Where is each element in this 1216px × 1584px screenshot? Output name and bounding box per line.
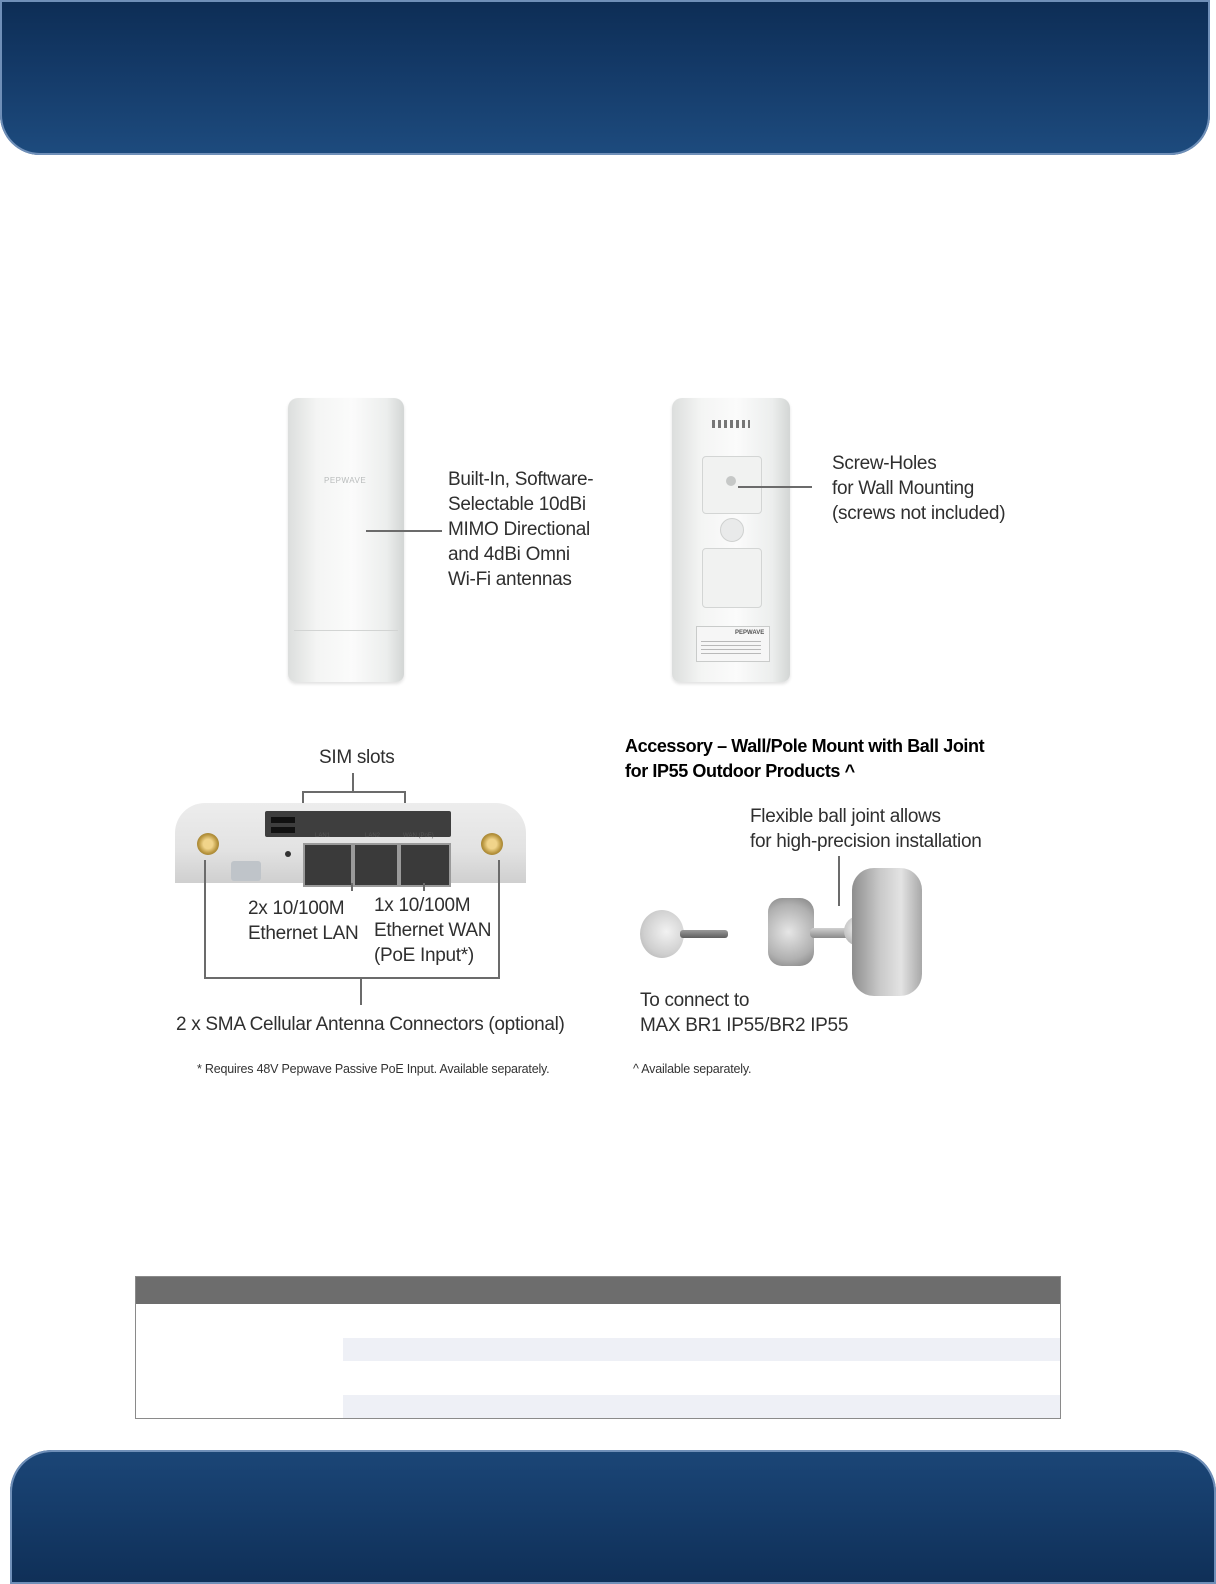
device-logo: PEPWAVE	[324, 476, 367, 485]
port-label-lan2: LAN2	[365, 833, 381, 839]
sma-connector-label: 2 x SMA Cellular Antenna Connectors (optional)	[176, 1014, 565, 1035]
spec-table-header	[136, 1277, 1060, 1304]
sim-leader-stem	[352, 773, 354, 791]
wall-mount-callout: Screw-Holes for Wall Mounting (screws not included)	[832, 453, 1006, 524]
accessory-title: Accessory – Wall/Pole Mount with Ball Joint for IP55 Outdoor Products ^	[625, 736, 985, 781]
pole-mount-image	[640, 868, 930, 998]
sim-slot	[271, 827, 295, 833]
device-bottom-seam	[294, 630, 398, 631]
back-callout-leader	[738, 486, 812, 488]
sim-slot	[271, 817, 295, 823]
port-label-lan1: LAN1	[315, 833, 331, 839]
device-back-image	[672, 398, 790, 682]
mount-cap	[640, 910, 684, 958]
vent-slots	[712, 420, 750, 428]
front-antenna-callout: Built-In, Software- Selectable 10dBi MIMO Directional and 4dBi Omni Wi-Fi antennas	[448, 469, 594, 590]
spec-table	[135, 1276, 1061, 1419]
sma-connector-left	[197, 833, 219, 855]
spec-table-row	[343, 1338, 1060, 1361]
spec-table-row	[343, 1395, 1060, 1418]
poe-footnote: * Requires 48V Pepwave Passive PoE Input. Available separately.	[197, 1062, 550, 1076]
sim-slots-label: SIM slots	[319, 747, 395, 768]
bottom-banner	[10, 1450, 1216, 1584]
wan-port-label: 1x 10/100M Ethernet WAN (PoE Input*)	[374, 895, 492, 966]
mount-plate-middle	[720, 518, 744, 542]
mount-knob	[768, 898, 814, 966]
port-label-wan: WAN (PoE)	[403, 833, 434, 839]
ball-joint-callout: Flexible ball joint allows for high-precision installation	[750, 806, 982, 852]
sma-leader-stem	[360, 979, 362, 1005]
accessory-footnote: ^ Available separately.	[633, 1062, 752, 1076]
top-banner	[0, 0, 1210, 155]
front-callout-leader	[366, 530, 442, 532]
mount-bolt	[680, 930, 728, 938]
lan-port-label: 2x 10/100M Ethernet LAN	[248, 898, 359, 944]
sma-bracket	[204, 860, 500, 979]
product-label-text-lines	[701, 641, 761, 655]
sma-connector-right	[481, 833, 503, 855]
screw-hole-icon	[726, 476, 736, 486]
reset-button	[285, 851, 291, 857]
mount-base-plate	[852, 868, 922, 996]
connect-to-label: To connect to MAX BR1 IP55/BR2 IP55	[640, 990, 849, 1036]
device-front-image	[288, 398, 404, 682]
product-label	[696, 626, 770, 662]
mount-plate-lower	[702, 548, 762, 608]
product-label-brand: PEPWAVE	[735, 630, 765, 636]
